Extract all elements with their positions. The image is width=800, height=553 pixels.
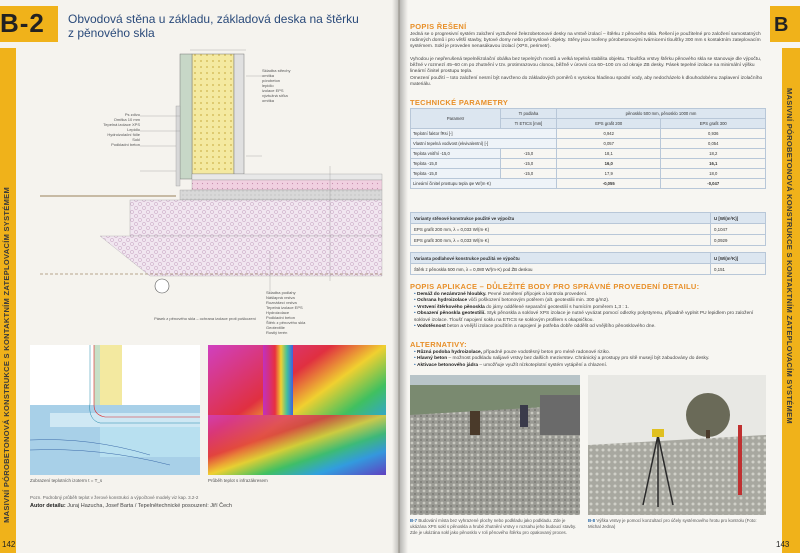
table-row <box>411 213 766 224</box>
side-strip-text: MASIVNÍ PÓROBETONOVÁ KONSTRUKCE S KONTAKTNÍM ZATEPLOVACÍM SYSTÉMEM <box>2 187 11 523</box>
site-photo-gravel <box>410 375 580 515</box>
drawing-label: Tepelná izolace XPS <box>103 122 140 127</box>
photo-caption-2-text: Výška vrstvy je pomocí konzultací pro účely systémového hrotu pro kontrolu (Foto: Michal Jedna) <box>588 518 757 529</box>
thermo-caption-1: Zobrazení teplotních izoterm t = T_s <box>30 478 103 483</box>
table-row <box>411 139 766 149</box>
params-table <box>410 108 766 189</box>
table-row <box>411 169 766 179</box>
list-item-bold: Vrstvení štěrkového pěnoskla <box>417 304 485 310</box>
floor-variant-table <box>410 252 766 275</box>
page-number-right: 143 <box>776 540 790 549</box>
left-page <box>0 0 398 553</box>
chapter-code-right: B <box>774 14 789 36</box>
table-cell: -0,055 <box>557 179 661 189</box>
list-item-bold: Různá podoba hydroizolace, <box>417 350 483 355</box>
table-cell: 0,942 <box>557 129 661 139</box>
application-heading: POPIS APLIKACE – DŮLEŽITÉ BODY PRO SPRÁVNÉ PROVEDENÍ DETAILU: <box>410 282 700 291</box>
list-item <box>414 311 768 324</box>
drawing-label: Tepelná izolace EPS <box>266 305 303 310</box>
list-item-bold: Obsazení pěnoskla geotextilií. <box>417 311 486 317</box>
drawing-label: omítka <box>262 98 275 103</box>
author-label: Autor detailu: <box>30 503 66 509</box>
table-header: Varianty stěnové konstrukce použité ve výpočtu <box>411 213 711 224</box>
drawing-label: výztužná síťka <box>262 93 288 98</box>
drawing-label: Hydroizolační fólie <box>107 132 140 137</box>
table-cell: Štěrk z pěnoskla 500 mm, λ = 0,080 W/(m·K) pod ŽB deskou <box>411 264 711 275</box>
table-row <box>411 149 766 159</box>
table-cell: 18,2 <box>661 149 766 159</box>
drawing-label: Hydroizolace <box>266 310 290 315</box>
drawing-label: pórobeton <box>262 78 281 83</box>
table-cell: -15,0 <box>501 159 557 169</box>
table-cell: 18,0 <box>661 169 766 179</box>
author-text: Juraj Hazucha, Josef Barta / Tepelnětechnické posouzení: Jiří Čech <box>67 503 232 509</box>
drawing-note: Pásek z pěnového skla – ochrana izolace proti poškození <box>154 316 256 321</box>
list-item-text: Pevné zamětení přípojek a kontrola provedení. <box>486 292 588 297</box>
drawing-label: izolace EPS <box>262 88 284 93</box>
table-header: EPS grafit 200 <box>557 119 661 129</box>
photo-caption-2-num: B-8 <box>588 518 596 523</box>
table-header: Parametr <box>411 109 501 129</box>
params-heading: TECHNICKÉ PARAMETRY <box>410 98 509 107</box>
table-cell: 0,057 <box>557 139 661 149</box>
drawing-label: lepidlo <box>262 83 274 88</box>
section-title <box>68 12 388 40</box>
table-header: TI ETICS [mm] <box>501 119 557 129</box>
side-strip <box>0 48 16 553</box>
section-title-line2: z pěnového skla <box>68 26 155 40</box>
list-item-text: případně pouze vodotěsný beton pro méně radonové riziko. <box>482 350 611 355</box>
popis-paragraph-1: Jedná se o progresivní systém založení vyztužené železobetonové desky na vrstvě izolací – štěrku z pěnového skla. Řešení je použitelné pro založení samostatných rodinných domů i pro větší stavby, bytové domy nebo průmyslové objekty. Stěny jsou tvořeny pórobetonovými tvárnicemi tloušťky 300 mm s kontaktním zateplovacím systémem. Sokl je proveden nenasákavou izolací (XPS, perimetr). <box>410 32 761 50</box>
table-cell: Vlastní tepelná vodivost (ekvivalentní) [-] <box>411 139 557 149</box>
section-title-line1: Obvodová stěna u základu, základová deska na štěrku <box>68 12 359 26</box>
table-cell: 0,054 <box>661 139 766 149</box>
chapter-tab-right <box>770 6 800 42</box>
table-cell: 18,1 <box>557 149 661 159</box>
table-cell: EPS grafit 200 mm, λ = 0,033 W/(m·K) <box>411 224 711 235</box>
drawing-label: Omítka 10 mm <box>113 117 140 122</box>
popis-paragraph-2: Vyhodou je nepřerušená tepelněizolační obálka bez tepelných mostů a velká tepelná stabilita objektu. Tloušťka vrstvy štěrku pěnového skla se stanovuje dle výpočtu, běžné v rozmezí 45–60 cm po zhutnění v tzv. protimrazovou clonou, běžně v úrovni cca 60–100 cm od okraje ZB desky. Pásek tepelné izolace na minimální výšku lineární činitel prostupu tepla. <box>410 57 762 75</box>
table-cell: 0,1047 <box>711 224 766 235</box>
list-item-text: Styk pěnoskla a soklové XPS izolace je nutné vyvázat pomocí odlezky polystyrenu, případně vyplnit PU lepidlem pro založení soklové izolace. Tloušť napojení soklu na ETICS se soklovým profilem s okapničkou. <box>414 311 754 323</box>
table-header: U [W/(m²K)] <box>711 213 766 224</box>
table-row <box>411 264 766 275</box>
side-strip-right <box>782 48 800 553</box>
drawing-label: Sokl <box>132 137 140 142</box>
application-list <box>414 292 768 330</box>
table-cell: 0,936 <box>661 129 766 139</box>
popis-paragraph-3: Omezení použití – toto založení nesmí být navrženo do základových poměrů s vysokou hladinou spodní vody, aby nedocházelo k dlouhodobému zaplavení izolačního materiálu. <box>410 76 763 88</box>
book-gutter <box>392 0 408 553</box>
table-row <box>411 253 766 264</box>
drawing-label: Rostlý terén <box>266 330 288 335</box>
table-header: EPS grafit 300 <box>661 119 766 129</box>
table-cell: 0,151 <box>711 264 766 275</box>
table-cell: EPS grafit 300 mm, λ = 0,033 W/(m·K) <box>411 235 711 246</box>
site-photo-leveling <box>588 375 766 515</box>
list-item-text: beton a vnější izolace použitím a napojení je potřeba dobře oddělit od vnějšího pěnosklového dne. <box>445 324 656 330</box>
list-item-bold: Ochrana hydroizolace <box>417 298 468 304</box>
drawing-label: Štěrk z pěnového skla <box>266 320 306 325</box>
popis-heading: POPIS ŘEŠENÍ <box>410 22 467 31</box>
table-row <box>411 224 766 235</box>
photo-caption-1-num: B-7 <box>410 518 418 523</box>
table-cell: 17,9 <box>557 169 661 179</box>
drawing-label: Geotextilie <box>266 325 285 330</box>
table-cell: Teplota -15,0 <box>411 159 501 169</box>
list-item-bold: Vodotěsnost <box>417 324 446 330</box>
list-item-text: vůči poškození betonovým potěrem (alt. geotextilii min. 300 g/m2). <box>467 298 610 304</box>
table-cell: 0,0929 <box>711 235 766 246</box>
drawing-labels-bottom <box>266 290 356 335</box>
table-header: U [W/(m²K)] <box>711 253 766 264</box>
drawing-label: Lepidlo <box>127 127 140 132</box>
table-cell: Teplota -15,0 <box>411 169 501 179</box>
table-cell: Lineární činitel prostupu tepla ψe W/(m·K) <box>411 179 557 189</box>
table-cell: -0,047 <box>661 179 766 189</box>
alternatives-heading: ALTERNATIVY: <box>410 340 467 349</box>
table-cell: Teplotní faktor fRsi [-] <box>411 129 557 139</box>
table-row <box>411 129 766 139</box>
table-row <box>411 235 766 246</box>
table-header: Varianta podlahové konstrukce použitá ve výpočtu <box>411 253 711 264</box>
drawing-label: omítka <box>262 73 275 78</box>
author-credit <box>30 503 390 509</box>
list-item <box>414 324 768 330</box>
drawing-label: Roznášecí vrstva <box>266 300 297 305</box>
infrared-image <box>208 345 386 475</box>
table-row <box>411 159 766 169</box>
page-number: 142 <box>2 540 16 549</box>
alternatives-list <box>414 350 768 369</box>
drawing-labels-left <box>92 112 140 147</box>
drawing-label: Ps zdivo <box>124 112 140 117</box>
table-header: TI podlaha <box>501 109 557 119</box>
photo-caption-1 <box>410 518 580 535</box>
drawing-label: Nášlapná vrstva <box>266 295 295 300</box>
table-row <box>411 109 766 119</box>
photo-caption-2 <box>588 518 766 530</box>
table-header: pěnosklo 500 mm, pěnosklo 1000 mm <box>557 109 766 119</box>
drawing-labels-top <box>262 68 372 103</box>
list-item <box>414 363 768 369</box>
table-row <box>411 179 766 189</box>
photo-caption-1-text: Budování místa bez vyhrazené plochy nebo podkladu jako podkladu. Zde je ukázána XPS sokl s pěnoskla a hrubé zhutnění vrstvy v rozsahu jeho budoucí stavby. Zde je ukázána sokl jako pěnosklo v roli pěnového štěrku pro opakovaný proces. <box>410 518 577 535</box>
side-strip-right-text: MASIVNÍ PÓROBETONOVÁ KONSTRUKCE S KONTAKTNÍM ZATEPLOVACÍM SYSTÉMEM <box>785 88 794 424</box>
list-item-text: – možnost podkladu nalijavé vrstvy bez dalších mezivrstev. Chránický a prostupy pro sítě musejí být zabudovány do desky. <box>447 356 710 362</box>
table-cell: -15,0 <box>501 149 557 159</box>
list-item-bold: Aktivace betonového jádra <box>417 362 479 368</box>
drawing-footnote: Pozn. Podrobný průběh teplot v žerové konstrukci a výpočtové modely viz kap. 3.2-2 <box>30 495 199 500</box>
table-cell: -15,0 <box>501 169 557 179</box>
isotherm-image <box>30 345 200 475</box>
list-item-bold: Hlavný beton <box>417 356 448 362</box>
list-item-text: do jámy oddělené separační geotextilií s humícím poměrem 1,3 : 1. <box>484 304 629 310</box>
wall-variants-table <box>410 212 766 246</box>
drawing-label: Skladba podlahy <box>266 290 296 295</box>
thermo-caption-2: Průběh teplot s infrazákresem <box>208 478 268 483</box>
table-cell: Teplota vnitřní -15,0 <box>411 149 501 159</box>
table-cell: 16,0 <box>557 159 661 169</box>
drawing-label: Podkladní beton <box>111 142 140 147</box>
drawing-label: Skladba střechy <box>262 68 291 73</box>
drawing-label: Podkladní beton <box>266 315 295 320</box>
chapter-code: B-2 <box>0 8 45 38</box>
table-cell: 16,1 <box>661 159 766 169</box>
list-item-bold: Demáž do nezámrzné hloubky. <box>417 292 487 297</box>
list-item-text: – umožňuje využít nízkoteplotní systém vytápění a chlazení. <box>478 362 608 368</box>
